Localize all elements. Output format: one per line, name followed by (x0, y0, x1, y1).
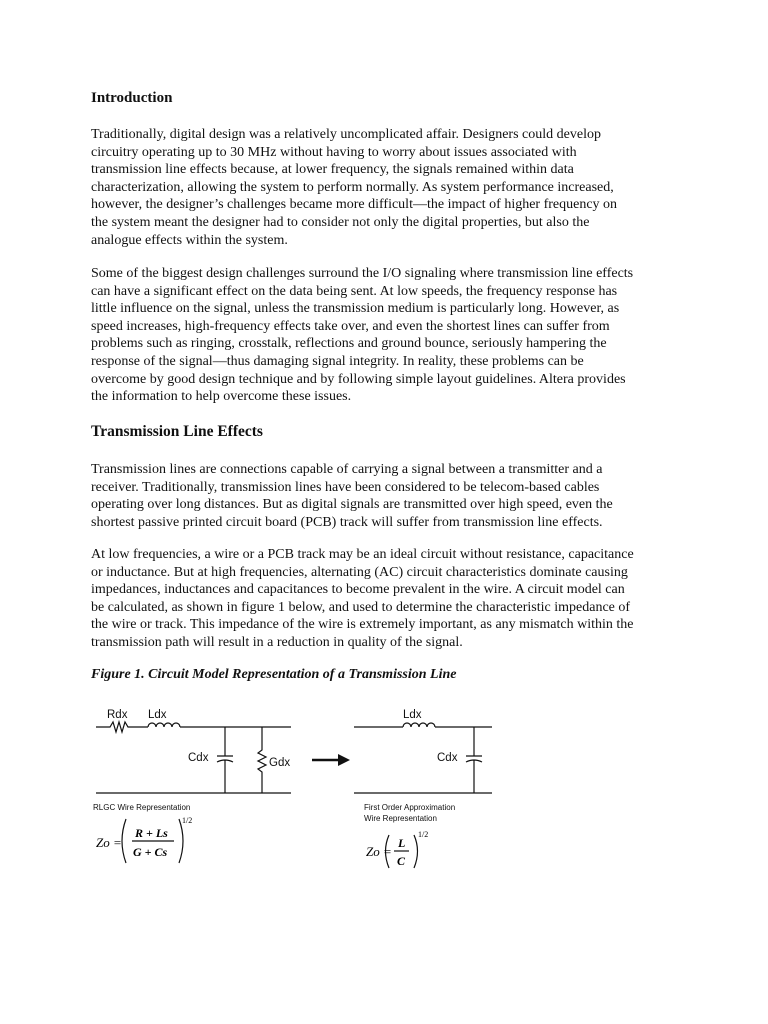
text-line: transmission line effects because, at lower frequency, the signals remained within data (91, 162, 574, 178)
right-caption-line2: Wire Representation (364, 814, 437, 823)
text-line: speed increases, high-frequency effects take over, and even the shortest lines can suffer from (91, 318, 610, 334)
label-cdx-left: Cdx (188, 752, 209, 764)
paragraph-intro-1 (91, 126, 681, 249)
left-eq-paren-close (179, 819, 183, 863)
left-cap-branch (217, 727, 233, 793)
text-line: response of the signal—thus damaging signal integrity. In reality, these problems can be (91, 353, 584, 369)
text-line: however, the designer’s challenges became more difficult—the impact of higher frequency on (91, 197, 618, 213)
figure-caption: Figure 1. Circuit Model Representation of a Transmission Line (91, 667, 457, 682)
label-ldx-left: Ldx (148, 709, 167, 721)
left-caption: RLGC Wire Representation (93, 803, 191, 812)
text-line: overcome by good design technique and by following simple layout guidelines. Altera provides (91, 371, 626, 387)
right-eq-paren-close (414, 835, 418, 868)
text-line: problems such as ringing, crosstalk, reflections and ground bounce, seriously hampering the (91, 336, 607, 352)
text-line: be calculated, as shown in figure 1 below, and used to determine the characteristic impedance of (91, 599, 631, 615)
label-rdx: Rdx (107, 709, 128, 721)
right-eq-exponent: 1/2 (418, 830, 429, 839)
right-cap-branch (466, 727, 482, 793)
text-line: operating over long distances. But as digital signals are transmitted over high speed, even the (91, 497, 613, 513)
paragraph-tle-2 (91, 546, 681, 652)
text-line: little influence on the signal, unless the transmission medium is particularly long. However, as (91, 301, 620, 317)
left-eq-lhs: Zo = (96, 835, 122, 850)
label-ldx-right: Ldx (403, 709, 422, 721)
text-line: the information to help overcome these issues. (91, 389, 352, 405)
left-eq-numerator: R + Ls (135, 826, 168, 840)
label-cdx-right: Cdx (437, 752, 458, 764)
text-line: impedances, inductances and capacitances to become prevalent in the wire. A circuit model can (91, 582, 625, 598)
left-eq-denominator: G + Cs (133, 845, 168, 859)
left-eq-exponent: 1/2 (182, 816, 193, 825)
heading-introduction: Introduction (91, 90, 173, 106)
text-line: analogue effects within the system. (91, 232, 288, 248)
text-line: At low frequencies, a wire or a PCB track may be an ideal circuit without resistance, capacitance (91, 547, 634, 562)
text-line: Traditionally, digital design was a relatively uncomplicated affair. Designers could develop (91, 127, 601, 142)
paragraph-tle-1 (91, 461, 681, 531)
text-line: Some of the biggest design challenges surround the I/O signaling where transmission line effects (91, 266, 634, 281)
text-line: circuitry operating up to 30 MHz without having to worry about issues associated with (91, 144, 577, 160)
text-line: Transmission lines are connections capable of carrying a signal between a transmitter and a (91, 462, 603, 477)
left-g-branch (258, 727, 266, 793)
circuit-diagram (88, 698, 518, 878)
right-caption-line1: First Order Approximation (364, 803, 456, 812)
left-eq-paren-open (122, 819, 126, 863)
text-line: receiver. Traditionally, transmission lines have been considered to be telecom-based cables (91, 479, 600, 495)
circuit-figure (88, 698, 518, 878)
right-eq-lhs: Zo = (366, 844, 392, 859)
text-line: the system meant the designer had to consider not only the digital properties, but also the (91, 214, 590, 230)
right-inductor (403, 723, 435, 727)
text-line: shortest passive printed circuit board (PCB) track will suffer from transmission line effects. (91, 514, 603, 530)
arrow-head-icon (338, 754, 350, 766)
text-line: can have a significant effect on the data being sent. At low speeds, the frequency response has (91, 283, 618, 299)
heading-transmission-line-effects: Transmission Line Effects (91, 423, 263, 440)
paragraph-intro-2 (91, 265, 681, 406)
left-top-wire (96, 722, 148, 732)
text-line: transmission path will result in a reduction in quality of the signal. (91, 634, 463, 650)
text-line: the wire or track. This impedance of the wire is extremely important, as any mismatch within the (91, 617, 634, 633)
left-inductor (148, 723, 180, 727)
right-eq-numerator: L (398, 836, 406, 850)
text-line: characterization, allowing the system to perform normally. As system performance increased, (91, 179, 614, 195)
right-eq-denominator: C (397, 854, 406, 868)
text-line: or inductance. But at high frequencies, alternating (AC) circuit characteristics dominate causing (91, 564, 628, 580)
label-gdx: Gdx (269, 757, 291, 769)
